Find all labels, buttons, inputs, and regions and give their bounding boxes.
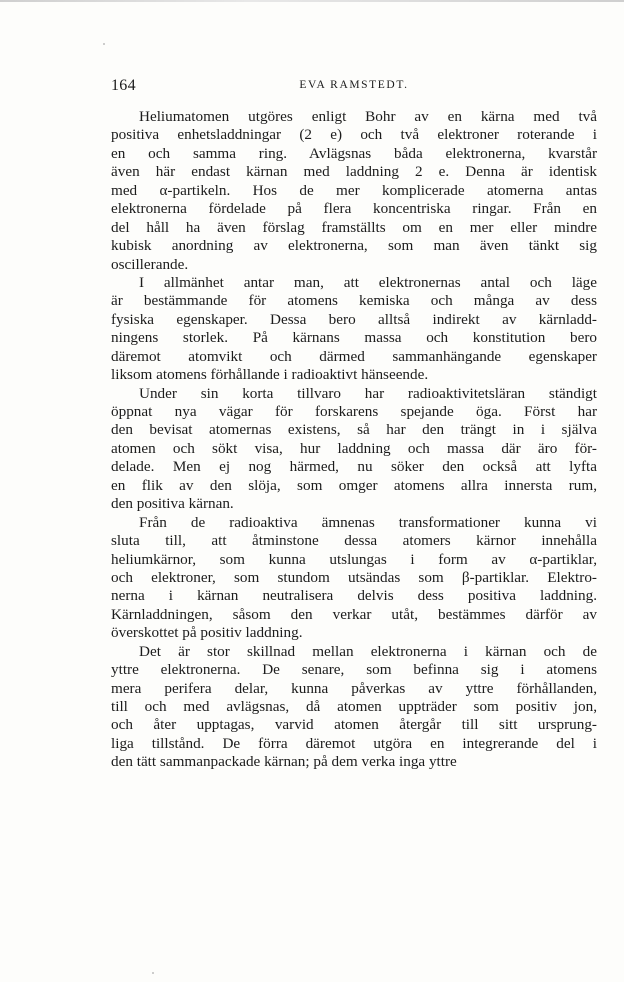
text-line: Det är stor skillnad mellan elektronerna i kärnan och de xyxy=(139,642,597,660)
text-line: och elektroner, som stundom utsändas som β-partiklar. Elektro- xyxy=(111,568,597,586)
text-line: Från de radioaktiva ämnenas transformationer kunna vi xyxy=(139,513,597,531)
text-line: den bevisat atomernas existens, så har den trängt in i själva xyxy=(111,421,597,439)
text-line: delade. Men ej nog härmed, nu söker den också att lyfta xyxy=(111,458,597,476)
text-line: däremot atomvikt och därmed sammanhängande egenskaper xyxy=(111,347,597,365)
paragraph xyxy=(111,385,597,514)
paragraph xyxy=(111,274,597,385)
text-line: den tätt sammanpackade kärnan; på dem verka inga yttre xyxy=(111,753,457,771)
page-number: 164 xyxy=(111,77,136,94)
text-line: liga tillstånd. De förra däremot utgöra en integrerande del i xyxy=(111,734,597,752)
text-line: öppnat nya vägar för forskarens spejande öga. Först har xyxy=(111,403,597,420)
text-line: positiva enhetsladdningar (2 e) och två elektroner roterande i xyxy=(111,126,597,144)
text-line: Heliumatomen utgöres enligt Bohr av en kärna med två xyxy=(139,108,597,125)
text-line: till och med avlägsnas, då atomen uppträder som positiv jon, xyxy=(111,698,597,715)
paper-speck xyxy=(152,972,154,974)
text-line: oscillerande. xyxy=(111,255,189,273)
text-line: I allmänhet antar man, att elektronernas antal och läge xyxy=(139,273,597,291)
text-line: en och samma ring. Avlägsnas båda elektronerna, kvarstår xyxy=(111,144,597,162)
running-head: EVA RAMSTEDT. xyxy=(299,79,409,91)
text-line: liksom atomens förhållande i radioaktivt hänseende. xyxy=(111,366,429,384)
text-line: överskottet på positiv laddning. xyxy=(111,624,303,642)
text-line: ningens storlek. På kärnans massa och konstitution bero xyxy=(111,329,597,347)
text-line: sluta till, att åtminstone dessa atomers kärnor innehålla xyxy=(111,532,597,550)
text-line: kubisk anordning av elektronerna, som man även tänkt sig xyxy=(111,237,597,255)
paragraph xyxy=(111,643,597,772)
page-top-edge xyxy=(0,0,624,2)
text-line: med α-partikeln. Hos de mer komplicerade atomerna antas xyxy=(111,181,597,199)
text-line: atomen och sökt visa, hur laddning och massa där äro för- xyxy=(111,439,597,457)
text-line: mera perifera delar, kunna påverkas av yttre förhållanden, xyxy=(111,679,597,697)
text-line: elektronerna fördelade på flera koncentriska ringar. Från en xyxy=(111,200,597,218)
text-line: nerna i kärnan neutralisera delvis dess positiva laddning. xyxy=(111,587,597,605)
text-line: en flik av den slöja, som omger atomens allra innersta rum, xyxy=(111,476,597,494)
text-line: Under sin korta tillvaro har radioaktivitetsläran ständigt xyxy=(139,384,597,402)
text-line: är bestämmande för atomens kemiska och många av dess xyxy=(111,292,597,310)
page-header xyxy=(111,77,597,97)
text-line: yttre elektronerna. De senare, som befinna sig i atomens xyxy=(111,661,597,679)
text-line: fysiska egenskaper. Dessa bero alltså indirekt av kärnladd- xyxy=(111,310,597,328)
text-line: och åter upptagas, varvid atomen återgår till sitt ursprung- xyxy=(111,716,597,734)
paper-speck xyxy=(103,43,105,45)
text-line: även här endast kärnan med laddning 2 e. Denna är identisk xyxy=(111,163,597,181)
text-line: den positiva kärnan. xyxy=(111,495,234,513)
text-line: Kärnladdningen, såsom den verkar utåt, bestämmes därför av xyxy=(111,605,597,623)
body-text xyxy=(111,108,597,772)
text-line: heliumkärnor, som kunna utslungas i form av α-partiklar, xyxy=(111,550,597,568)
text-line: del håll ha även förslag framställts om en mer eller mindre xyxy=(111,218,597,236)
paragraph xyxy=(111,108,597,274)
paragraph xyxy=(111,514,597,643)
